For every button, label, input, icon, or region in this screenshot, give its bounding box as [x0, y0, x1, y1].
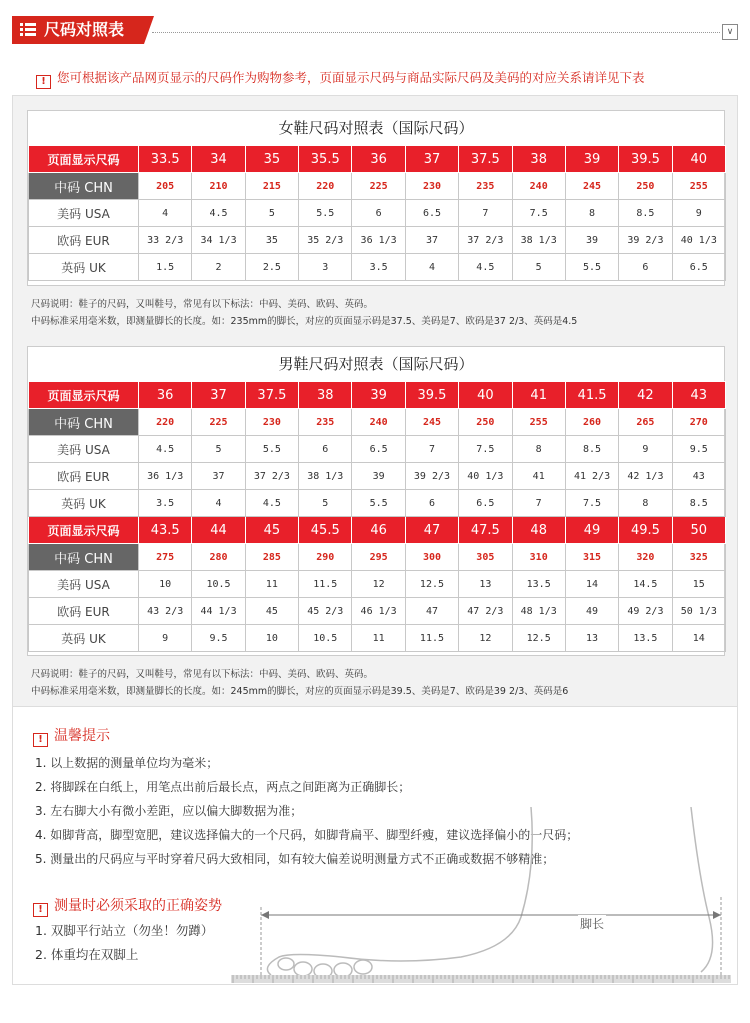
size-cell: 9.5 — [192, 625, 245, 652]
posture-item: 1. 双脚平行站立（勿坐！勿蹲） — [35, 923, 214, 938]
size-cell: 45 — [245, 517, 298, 544]
size-cell: 39 — [565, 227, 618, 254]
women-note-line: 尺码说明：鞋子的尺码，又叫鞋号，常见有以下标法：中码、美码、欧码、英码。 — [31, 299, 374, 310]
size-cell: 40 1/3 — [672, 227, 725, 254]
size-cell: 37 — [405, 227, 458, 254]
size-cell: 7 — [512, 490, 565, 517]
size-cell: 4 — [405, 254, 458, 281]
tip-item: 2. 将脚踩在白纸上，用笔点出前后最长点，两点之间距离为正确脚长； — [35, 780, 411, 794]
header-divider — [152, 32, 720, 33]
men-note-line: 尺码说明：鞋子的尺码，又叫鞋号，常见有以下标法：中码、美码、欧码、英码。 — [31, 669, 374, 680]
size-cell: 205 — [139, 173, 192, 200]
size-cell: 37 2/3 — [459, 227, 512, 254]
section-header — [0, 12, 750, 48]
row-label: 英码 UK — [29, 254, 139, 281]
size-cell: 10 — [139, 571, 192, 598]
row-label: 欧码 EUR — [29, 463, 139, 490]
size-cell: 280 — [192, 544, 245, 571]
size-cell: 35.5 — [299, 146, 352, 173]
size-row — [29, 409, 726, 436]
size-row — [29, 146, 726, 173]
warning-icon: ! — [36, 75, 51, 89]
size-cell: 4.5 — [139, 436, 192, 463]
size-cell: 7 — [405, 436, 458, 463]
size-cell: 8.5 — [672, 490, 725, 517]
size-cell: 5 — [299, 490, 352, 517]
size-cell: 47.5 — [459, 517, 512, 544]
size-cell: 43 — [672, 463, 725, 490]
size-cell: 255 — [512, 409, 565, 436]
size-cell: 45 2/3 — [299, 598, 352, 625]
row-label: 页面显示尺码 — [29, 382, 139, 409]
size-cell: 37 — [192, 382, 245, 409]
size-cell: 36 — [139, 382, 192, 409]
row-label: 中码 CHN — [29, 544, 139, 571]
size-cell: 44 — [192, 517, 245, 544]
size-cell: 38 1/3 — [512, 227, 565, 254]
size-cell: 6.5 — [672, 254, 725, 281]
men-table-title: 男鞋尺码对照表（国际尺码） — [278, 355, 474, 373]
tips-title: 温馨提示 — [54, 728, 110, 744]
warning-icon: ! — [33, 903, 48, 917]
size-cell: 47 — [405, 517, 458, 544]
size-cell: 5 — [245, 200, 298, 227]
size-cell: 5.5 — [565, 254, 618, 281]
size-cell: 15 — [672, 571, 725, 598]
tip-item: 3. 左右脚大小有微小差距，应以偏大脚数据为准； — [35, 804, 303, 818]
size-row — [29, 571, 726, 598]
size-cell: 290 — [299, 544, 352, 571]
size-cell: 310 — [512, 544, 565, 571]
size-cell: 325 — [672, 544, 725, 571]
size-cell: 300 — [405, 544, 458, 571]
size-cell: 9 — [619, 436, 672, 463]
size-cell: 5 — [512, 254, 565, 281]
list-icon — [20, 23, 36, 37]
size-cell: 41 — [512, 382, 565, 409]
size-cell: 33 2/3 — [139, 227, 192, 254]
size-cell: 3.5 — [352, 254, 405, 281]
size-cell: 5.5 — [299, 200, 352, 227]
size-cell: 10 — [245, 625, 298, 652]
size-cell: 41 — [512, 463, 565, 490]
size-cell: 37.5 — [245, 382, 298, 409]
size-cell: 10.5 — [299, 625, 352, 652]
size-cell: 6 — [352, 200, 405, 227]
size-cell: 4.5 — [245, 490, 298, 517]
women-size-table — [28, 145, 726, 281]
size-cell: 50 — [672, 517, 725, 544]
size-cell: 235 — [459, 173, 512, 200]
size-row — [29, 200, 726, 227]
size-cell: 39 — [352, 463, 405, 490]
size-row — [29, 625, 726, 652]
size-row — [29, 382, 726, 409]
size-cell: 41 2/3 — [565, 463, 618, 490]
size-cell: 9.5 — [672, 436, 725, 463]
size-cell: 315 — [565, 544, 618, 571]
size-cell: 38 1/3 — [299, 463, 352, 490]
size-cell: 12 — [459, 625, 512, 652]
men-size-card — [27, 346, 725, 656]
row-label: 欧码 EUR — [29, 227, 139, 254]
size-cell: 40 — [459, 382, 512, 409]
size-cell: 6.5 — [352, 436, 405, 463]
size-row — [29, 463, 726, 490]
size-cell: 8 — [619, 490, 672, 517]
size-cell: 13 — [565, 625, 618, 652]
size-cell: 230 — [245, 409, 298, 436]
size-cell: 8 — [512, 436, 565, 463]
size-cell: 14 — [565, 571, 618, 598]
size-cell: 37 2/3 — [245, 463, 298, 490]
size-cell: 5.5 — [352, 490, 405, 517]
size-cell: 35 — [245, 227, 298, 254]
size-cell: 38 — [512, 146, 565, 173]
size-row — [29, 598, 726, 625]
size-cell: 4 — [139, 200, 192, 227]
size-cell: 10.5 — [192, 571, 245, 598]
size-cell: 39 — [352, 382, 405, 409]
size-cell: 265 — [619, 409, 672, 436]
size-cell: 12.5 — [405, 571, 458, 598]
tips-section — [13, 706, 737, 984]
size-cell: 1.5 — [139, 254, 192, 281]
size-cell: 35 — [245, 146, 298, 173]
size-notice — [36, 68, 645, 89]
size-cell: 47 2/3 — [459, 598, 512, 625]
posture-title: 测量时必须采取的正确姿势 — [54, 898, 222, 914]
size-cell: 39.5 — [405, 382, 458, 409]
size-cell: 13.5 — [619, 625, 672, 652]
size-cell: 49 — [565, 517, 618, 544]
posture-list — [35, 919, 213, 967]
size-cell: 43 — [672, 382, 725, 409]
size-cell: 320 — [619, 544, 672, 571]
size-row — [29, 254, 726, 281]
size-cell: 11.5 — [405, 625, 458, 652]
size-cell: 220 — [299, 173, 352, 200]
size-cell: 38 — [299, 382, 352, 409]
row-label: 中码 CHN — [29, 409, 139, 436]
size-cell: 13 — [459, 571, 512, 598]
women-size-note — [31, 296, 577, 330]
row-label: 美码 USA — [29, 571, 139, 598]
header-title: 尺码对照表 — [44, 20, 125, 39]
size-cell: 43 2/3 — [139, 598, 192, 625]
size-cell: 9 — [139, 625, 192, 652]
size-cell: 39 — [565, 146, 618, 173]
size-cell: 41.5 — [565, 382, 618, 409]
men-note-line: 中码标准采用毫米数，即测量脚长的长度。如：245mm的脚长，对应的页面显示码是39.5、美码是7、欧码是39 2/3、英码是6 — [31, 686, 569, 697]
size-row — [29, 173, 726, 200]
tips-heading — [33, 725, 110, 747]
size-cell: 39.5 — [619, 146, 672, 173]
warning-icon: ! — [33, 733, 48, 747]
row-label: 页面显示尺码 — [29, 146, 139, 173]
size-cell: 4 — [192, 490, 245, 517]
size-row — [29, 227, 726, 254]
size-cell: 39 2/3 — [405, 463, 458, 490]
size-cell: 250 — [459, 409, 512, 436]
size-cell: 45.5 — [299, 517, 352, 544]
size-cell: 46 — [352, 517, 405, 544]
size-cell: 250 — [619, 173, 672, 200]
size-cell: 7.5 — [459, 436, 512, 463]
size-cell: 42 — [619, 382, 672, 409]
size-cell: 36 1/3 — [139, 463, 192, 490]
size-cell: 12 — [352, 571, 405, 598]
size-cell: 305 — [459, 544, 512, 571]
size-cell: 36 — [352, 146, 405, 173]
women-note-line: 中码标准采用毫米数，即测量脚长的长度。如：235mm的脚长，对应的页面显示码是37.5、美码是7、欧码是37 2/3、英码是4.5 — [31, 316, 578, 327]
women-table-title: 女鞋尺码对照表（国际尺码） — [278, 119, 474, 137]
size-cell: 8.5 — [565, 436, 618, 463]
size-cell: 40 — [672, 146, 725, 173]
size-cell: 49 2/3 — [619, 598, 672, 625]
size-cell: 260 — [565, 409, 618, 436]
size-cell: 230 — [405, 173, 458, 200]
size-cell: 2 — [192, 254, 245, 281]
size-cell: 270 — [672, 409, 725, 436]
collapse-toggle-icon[interactable]: ∨ — [722, 24, 738, 40]
size-cell: 245 — [565, 173, 618, 200]
size-cell: 34 1/3 — [192, 227, 245, 254]
row-label: 美码 USA — [29, 436, 139, 463]
size-cell: 13.5 — [512, 571, 565, 598]
size-cell: 7 — [459, 200, 512, 227]
size-cell: 45 — [245, 598, 298, 625]
size-cell: 210 — [192, 173, 245, 200]
size-cell: 14 — [672, 625, 725, 652]
size-panel — [12, 95, 738, 985]
men-size-table — [28, 381, 726, 652]
size-cell: 4.5 — [459, 254, 512, 281]
size-cell: 255 — [672, 173, 725, 200]
size-cell: 4.5 — [192, 200, 245, 227]
size-cell: 5.5 — [245, 436, 298, 463]
row-label: 欧码 EUR — [29, 598, 139, 625]
size-cell: 6 — [299, 436, 352, 463]
size-row — [29, 544, 726, 571]
row-label: 英码 UK — [29, 490, 139, 517]
posture-heading — [33, 895, 222, 917]
size-cell: 37.5 — [459, 146, 512, 173]
size-cell: 295 — [352, 544, 405, 571]
size-cell: 2.5 — [245, 254, 298, 281]
size-cell: 225 — [192, 409, 245, 436]
size-cell: 47 — [405, 598, 458, 625]
size-cell: 245 — [405, 409, 458, 436]
size-cell: 37 — [405, 146, 458, 173]
size-cell: 3 — [299, 254, 352, 281]
row-label: 页面显示尺码 — [29, 517, 139, 544]
size-cell: 46 1/3 — [352, 598, 405, 625]
size-cell: 34 — [192, 146, 245, 173]
size-cell: 8.5 — [619, 200, 672, 227]
size-cell: 36 1/3 — [352, 227, 405, 254]
size-cell: 11 — [245, 571, 298, 598]
size-cell: 9 — [672, 200, 725, 227]
size-cell: 48 — [512, 517, 565, 544]
size-cell: 40 1/3 — [459, 463, 512, 490]
row-label: 中码 CHN — [29, 173, 139, 200]
size-cell: 8 — [565, 200, 618, 227]
size-cell: 35 2/3 — [299, 227, 352, 254]
women-size-card — [27, 110, 725, 286]
size-cell: 7.5 — [565, 490, 618, 517]
tip-item: 4. 如脚背高，脚型宽肥，建议选择偏大的一个尺码，如脚背扁平、脚型纤瘦，建议选择偏小的一尺码； — [35, 828, 579, 842]
size-row — [29, 517, 726, 544]
size-cell: 235 — [299, 409, 352, 436]
size-cell: 7.5 — [512, 200, 565, 227]
size-cell: 225 — [352, 173, 405, 200]
size-notice-text: 您可根据该产品网页显示的尺码作为购物参考，页面显示尺码与商品实际尺码及美码的对应关系请详见下表 — [57, 70, 645, 85]
size-cell: 3.5 — [139, 490, 192, 517]
size-row — [29, 436, 726, 463]
size-cell: 275 — [139, 544, 192, 571]
size-cell: 11 — [352, 625, 405, 652]
size-cell: 49 — [565, 598, 618, 625]
size-cell: 285 — [245, 544, 298, 571]
size-cell: 240 — [512, 173, 565, 200]
size-cell: 11.5 — [299, 571, 352, 598]
size-cell: 37 — [192, 463, 245, 490]
tip-item: 1. 以上数据的测量单位均为毫米； — [35, 756, 219, 770]
size-cell: 215 — [245, 173, 298, 200]
row-label: 英码 UK — [29, 625, 139, 652]
size-cell: 12.5 — [512, 625, 565, 652]
size-cell: 5 — [192, 436, 245, 463]
size-cell: 49.5 — [619, 517, 672, 544]
size-cell: 44 1/3 — [192, 598, 245, 625]
size-row — [29, 490, 726, 517]
row-label: 美码 USA — [29, 200, 139, 227]
size-cell: 6.5 — [459, 490, 512, 517]
size-cell: 43.5 — [139, 517, 192, 544]
size-cell: 240 — [352, 409, 405, 436]
foot-length-label: 脚长 — [580, 917, 605, 931]
foot-measure-illustration — [231, 807, 731, 983]
size-cell: 220 — [139, 409, 192, 436]
size-cell: 48 1/3 — [512, 598, 565, 625]
posture-item: 2. 体重均在双脚上 — [35, 947, 139, 962]
size-cell: 14.5 — [619, 571, 672, 598]
size-cell: 6 — [619, 254, 672, 281]
tip-item: 5. 测量出的尺码应与平时穿着尺码大致相同，如有较大偏差说明测量方式不正确或数据不够精准； — [35, 852, 555, 866]
size-cell: 6.5 — [405, 200, 458, 227]
size-cell: 50 1/3 — [672, 598, 725, 625]
size-cell: 42 1/3 — [619, 463, 672, 490]
header-tag — [12, 16, 144, 44]
size-cell: 33.5 — [139, 146, 192, 173]
size-cell: 6 — [405, 490, 458, 517]
size-cell: 39 2/3 — [619, 227, 672, 254]
men-size-note — [31, 666, 568, 700]
